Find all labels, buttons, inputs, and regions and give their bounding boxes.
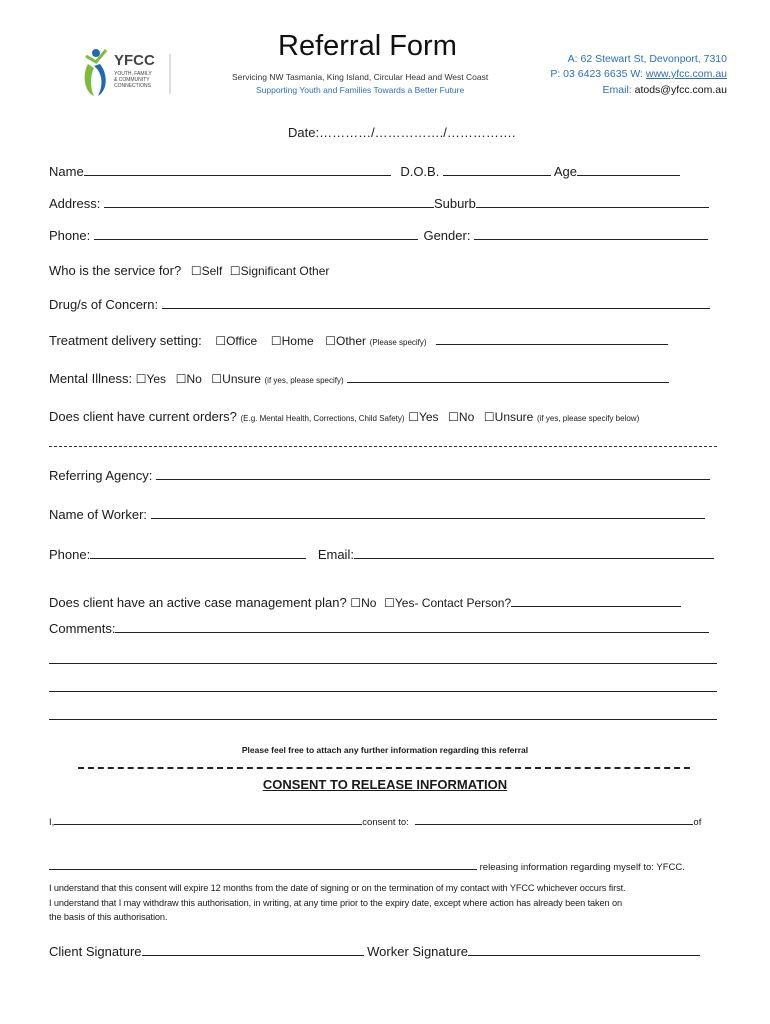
consent-row: I, consent to: of [49, 817, 702, 828]
orders-row: Does client have current orders? (E.g. Mental Health, Corrections, Child Safety) ☐Yes ☐No ☐Unsure (if yes, please specify below) [49, 409, 640, 424]
worker-phone-label: Phone: [49, 547, 91, 562]
servicing-text: Servicing NW Tasmania, King Island, Circular Head and West Coast [232, 72, 489, 82]
worker-row [49, 506, 705, 522]
treatment-row: Treatment delivery setting: ☐Office ☐Home ☐Other (Please specify) [49, 332, 668, 348]
worker-signature-label: Worker Signature [367, 944, 469, 959]
name-row [49, 163, 680, 179]
mental-yes-checkbox[interactable]: ☐Yes [135, 372, 167, 386]
worker-signature-field[interactable] [468, 943, 700, 956]
treatment-other-field[interactable] [436, 332, 668, 345]
comments-field[interactable] [115, 620, 709, 633]
address-row [49, 195, 709, 211]
service-for-row: Who is the service for? ☐Self ☐Significant Other [49, 263, 330, 278]
comments-label: Comments: [49, 621, 116, 636]
section-divider [78, 767, 690, 769]
age-field[interactable] [577, 163, 680, 176]
mental-unsure-checkbox[interactable]: ☐Unsure [211, 372, 261, 386]
orders-no-checkbox[interactable]: ☐No [448, 410, 475, 424]
gender-field[interactable] [474, 227, 708, 240]
date-field[interactable]: Date:…………/……………./……………. [288, 125, 516, 140]
case-plan-row: Does client have an active case management plan? ☐No ☐Yes- Contact Person? [49, 594, 681, 610]
tagline: Supporting Youth and Families Towards a Better Future [256, 85, 465, 95]
consent-name-field[interactable] [54, 815, 362, 825]
worker-label: Name of Worker: [49, 507, 148, 522]
worker-phone-field[interactable] [90, 546, 306, 559]
comments-line-4[interactable] [49, 719, 717, 720]
mental-no-checkbox[interactable]: ☐No [175, 372, 202, 386]
case-plan-no-checkbox[interactable]: ☐No [350, 596, 377, 610]
agency-field[interactable] [156, 467, 710, 480]
phone-row [49, 227, 708, 243]
phone-field[interactable] [94, 227, 418, 240]
client-signature-label: Client Signature [49, 944, 142, 959]
dob-label: D.O.B. [400, 164, 440, 179]
drugs-label: Drug/s of Concern: [49, 297, 159, 312]
office-checkbox[interactable]: ☐Office [215, 334, 258, 348]
consent-to-field[interactable] [415, 815, 693, 825]
address-field[interactable] [104, 195, 434, 208]
suburb-label: Suburb [433, 196, 476, 211]
client-signature-field[interactable] [142, 943, 364, 956]
website-link[interactable]: www.yfcc.com.au [645, 68, 727, 80]
releasing-field[interactable] [49, 860, 477, 870]
contact-address: A: 62 Stewart St, Devonport, 7310 [567, 53, 727, 65]
consent-heading: CONSENT TO RELEASE INFORMATION [262, 777, 508, 792]
yfcc-logo [78, 44, 178, 100]
orders-unsure-checkbox[interactable]: ☐Unsure [483, 410, 534, 424]
home-checkbox[interactable]: ☐Home [270, 334, 314, 348]
self-checkbox[interactable]: ☐Self [190, 264, 223, 278]
drugs-field[interactable] [162, 296, 710, 309]
mental-illness-row: Mental Illness: ☐Yes ☐No ☐Unsure (if yes, please specify) [49, 370, 669, 386]
orders-specify-line[interactable] [49, 446, 717, 447]
releasing-row: releasing information regarding myself to: YFCC. [49, 860, 685, 873]
logo-text: YFCC [114, 52, 155, 69]
name-field[interactable] [84, 163, 391, 176]
comments-line-2[interactable] [49, 663, 717, 664]
contact-phone-web: P: 03 6423 6635 W: www.yfcc.com.au [550, 68, 727, 80]
signature-row [49, 943, 700, 959]
worker-email-field[interactable] [354, 546, 714, 559]
other-checkbox[interactable]: ☐Other [325, 334, 367, 348]
attach-note: Please feel free to attach any further information regarding this referral [241, 745, 529, 755]
worker-field[interactable] [151, 506, 705, 519]
name-label: Name [49, 164, 84, 179]
comments-row [49, 620, 709, 636]
gender-label: Gender: [423, 228, 471, 243]
phone-label: Phone: [49, 228, 91, 243]
consent-terms: I understand that this consent will expire 12 months from the date of signing or on the termination of my contact with YFCC whichever occurs first. I understand that I may withdraw this authorisation, in writing, at any time prior to the expiry date, except where action has already been taken on the basis of this authorisation. [49, 883, 626, 922]
page-title: Referral Form [278, 30, 457, 62]
contact-person-field[interactable] [511, 594, 681, 607]
address-label: Address: [49, 196, 101, 211]
dob-field[interactable] [443, 163, 551, 176]
orders-yes-checkbox[interactable]: ☐Yes [408, 410, 439, 424]
worker-email-label: Email: [317, 547, 354, 562]
logo-subtext: YOUTH, FAMILY & COMMUNITY CONNECTIONS [114, 71, 152, 89]
case-plan-yes-checkbox[interactable]: ☐Yes- Contact Person? [384, 596, 512, 610]
age-label: Age [553, 164, 577, 179]
contact-email: Email: atods@yfcc.com.au [602, 84, 727, 96]
agency-row [49, 467, 710, 483]
agency-label: Referring Agency: [49, 468, 153, 483]
worker-contact-row [49, 546, 714, 562]
comments-line-3[interactable] [49, 691, 717, 692]
mental-specify-field[interactable] [347, 370, 669, 383]
suburb-field[interactable] [476, 195, 709, 208]
significant-other-checkbox[interactable]: ☐Significant Other [229, 264, 330, 278]
drugs-row [49, 296, 710, 312]
